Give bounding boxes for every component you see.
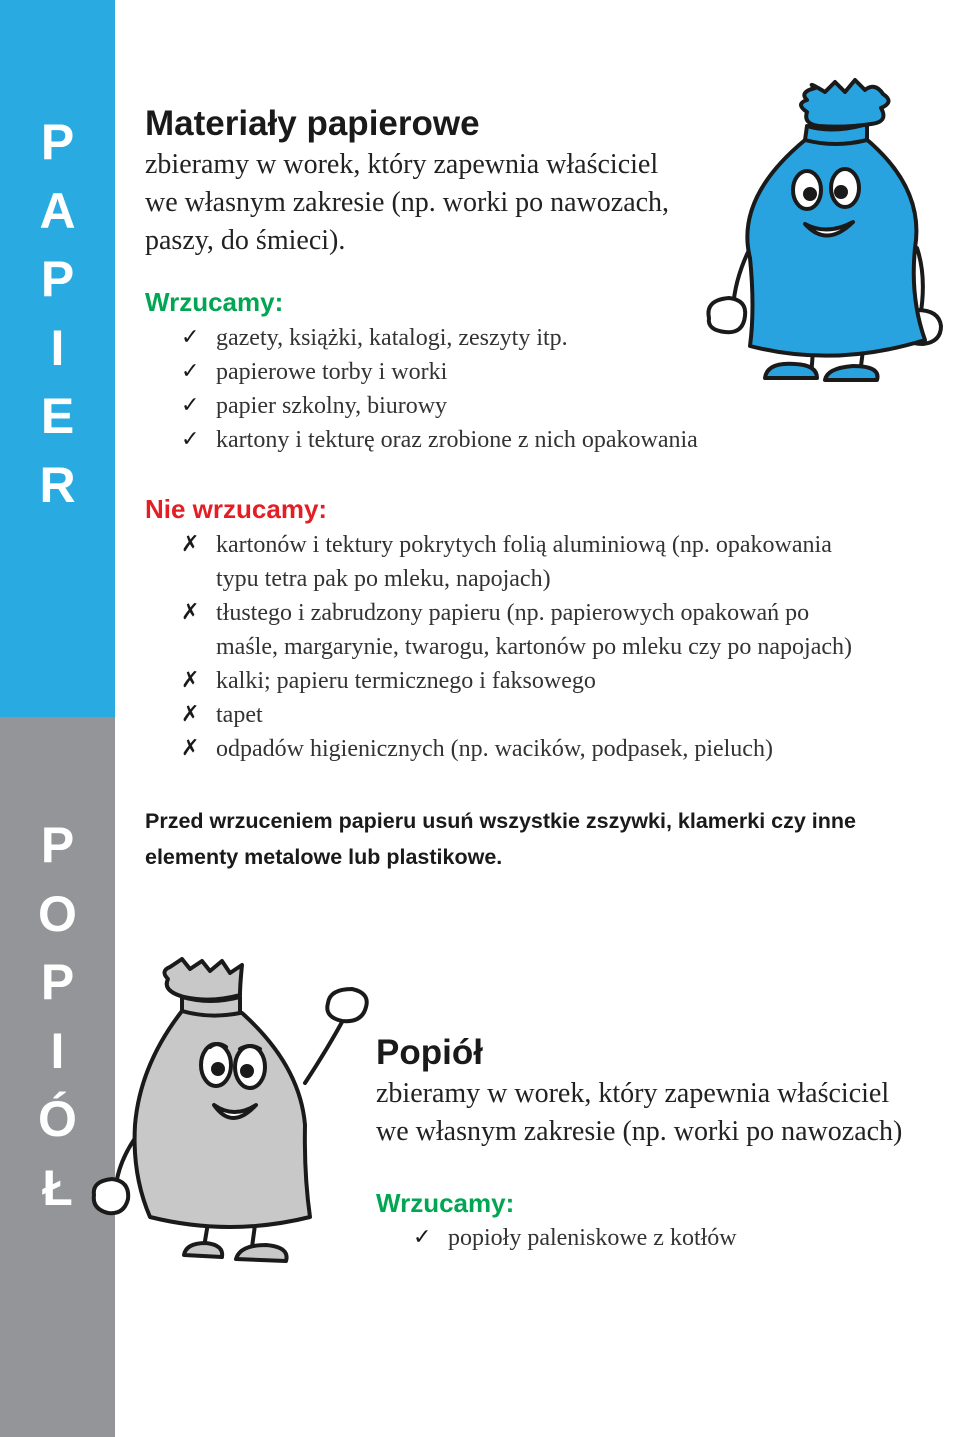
papier-intro-line: we własnym zakresie (np. worki po nawozach, (145, 187, 670, 218)
blue-bag-mascot-icon (695, 78, 945, 396)
gray-bag-mascot-icon (90, 955, 375, 1273)
cross-icon: ✗ (181, 736, 200, 761)
check-icon: ✓ (181, 359, 200, 384)
list-item: ✓ kartony i tekturę oraz zrobione z nich opakowania (181, 423, 698, 457)
papier-title: Materiały papierowe (145, 104, 480, 143)
list-item: ✗ odpadów higienicznych (np. wacików, podpasek, pieluch) (181, 732, 852, 766)
sidebar-letter: P (40, 954, 75, 1010)
papier-allowed-list (181, 321, 698, 457)
popiol-intro-line: zbieramy w worek, który zapewnia właściciel (376, 1078, 890, 1109)
check-icon: ✓ (181, 325, 200, 350)
papier-note: Przed wrzuceniem papieru usuń wszystkie zszywki, klamerki czy inne elementy metalowe lub plastikowe. (145, 809, 856, 869)
list-item: ✗ kartonów i tektury pokrytych folią aluminiową (np. opakowania typu tetra pak po mleku, napojach) (181, 528, 852, 596)
popiol-intro-line: we własnym zakresie (np. worki po nawozach) (376, 1116, 903, 1147)
list-item: ✓ papierowe torby i worki (181, 355, 698, 389)
sidebar-papier (0, 0, 115, 717)
sidebar-letter: R (39, 456, 76, 513)
sidebar-letter: A (39, 182, 76, 239)
sidebar-letter: O (38, 885, 77, 942)
check-icon: ✓ (181, 393, 200, 418)
papier-forbidden-list (181, 528, 852, 766)
papier-intro-line: zbieramy w worek, który zapewnia właściciel (145, 149, 659, 180)
cross-icon: ✗ (181, 600, 200, 625)
popiol-allowed-list (413, 1221, 737, 1255)
sidebar-letter: I (50, 1022, 65, 1079)
cross-icon: ✗ (181, 668, 200, 693)
sidebar-letter: Ł (42, 1159, 73, 1216)
papier-forbidden-heading: Nie wrzucamy: (145, 494, 328, 524)
sidebar-letter: P (40, 114, 75, 170)
sidebar-letter: I (50, 319, 65, 376)
list-item: ✓ gazety, książki, katalogi, zeszyty itp. (181, 321, 698, 355)
list-item: ✓ papier szkolny, biurowy (181, 389, 698, 423)
check-icon: ✓ (413, 1225, 432, 1250)
sidebar-letter: Ó (38, 1091, 77, 1147)
sidebar-papier-letters (0, 108, 115, 519)
list-item: ✓ popioły paleniskowe z kotłów (413, 1221, 737, 1255)
papier-intro (145, 146, 669, 260)
popiol-title: Popiół (376, 1033, 483, 1072)
papier-intro-line: paszy, do śmieci). (145, 225, 346, 256)
popiol-intro (376, 1075, 902, 1151)
sidebar-letter: P (40, 817, 75, 873)
check-icon: ✓ (181, 427, 200, 452)
cross-icon: ✗ (181, 702, 200, 727)
list-item: ✗ tłustego i zabrudzony papieru (np. papierowych opakowań po maśle, margarynie, twarogu, kartonów po mleku czy po napojach) (181, 596, 852, 664)
list-item: ✗ kalki; papieru termicznego i faksowego (181, 664, 852, 698)
sidebar-letter: P (40, 251, 75, 307)
papier-allowed-heading: Wrzucamy: (145, 287, 284, 317)
list-item: ✗ tapet (181, 698, 852, 732)
cross-icon: ✗ (181, 532, 200, 557)
popiol-allowed-heading: Wrzucamy: (376, 1188, 515, 1218)
sidebar-letter: E (40, 388, 75, 444)
